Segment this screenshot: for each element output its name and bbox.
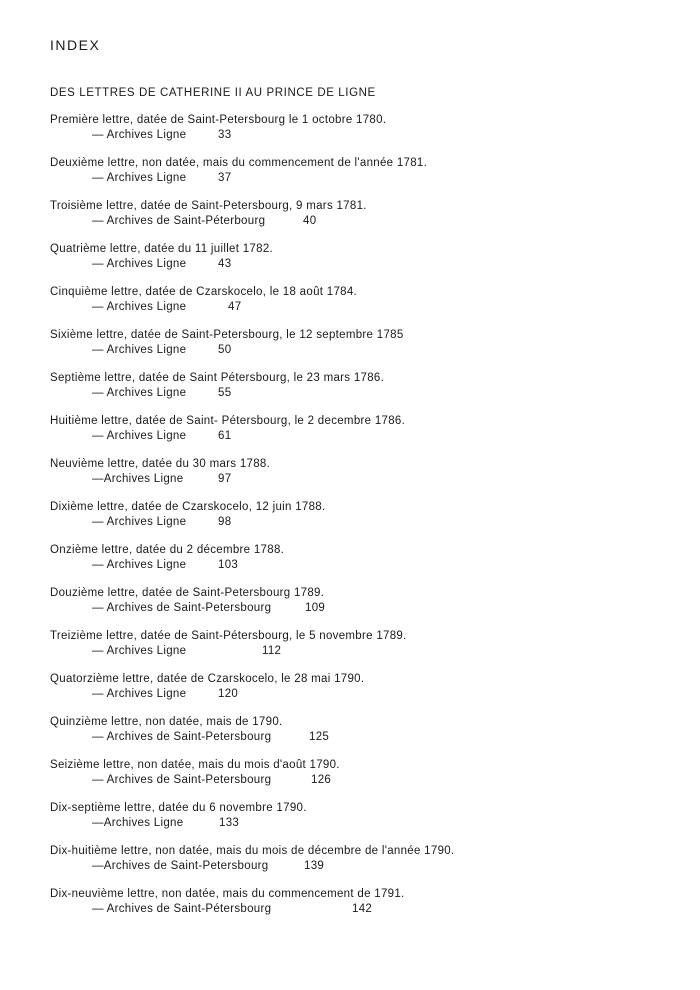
letter-source-line — [50, 644, 670, 659]
letter-source-line — [50, 730, 670, 745]
letter-entry — [50, 629, 670, 672]
letter-title: Sixième lettre, datée de Saint-Petersbourg, le 12 septembre 1785 — [50, 329, 404, 341]
letter-page-number: 40 — [303, 215, 317, 227]
letter-source-line — [50, 128, 670, 143]
letter-title: Dix-neuvième lettre, non datée, mais du commencement de 1791. — [50, 888, 405, 900]
letter-entry — [50, 242, 670, 285]
letter-page-number: 139 — [304, 860, 325, 872]
letter-title: Quatrième lettre, datée du 11 juillet 1782. — [50, 243, 274, 255]
letter-source-line — [50, 386, 670, 401]
letter-entry — [50, 672, 670, 715]
letter-entry — [50, 285, 670, 328]
index-page — [50, 36, 670, 930]
letter-source-line — [50, 300, 670, 315]
letter-page-number: 120 — [218, 688, 239, 700]
letter-title: Dix-huitième lettre, non datée, mais du mois de décembre de l'année 1790. — [50, 845, 455, 857]
letter-title: Treizième lettre, datée de Saint-Pétersbourg, le 5 novembre 1789. — [50, 630, 407, 642]
letter-source-line — [50, 902, 670, 917]
letter-title: Neuvième lettre, datée du 30 mars 1788. — [50, 458, 271, 470]
letter-source-line — [50, 472, 670, 487]
letter-source-line — [50, 171, 670, 186]
letter-page-number: 109 — [305, 602, 326, 614]
letter-source: — Archives Ligne — [92, 301, 187, 313]
letter-source-line — [50, 214, 670, 229]
letter-page-number: 43 — [218, 258, 232, 270]
letter-source: — Archives Ligne — [92, 129, 187, 141]
letter-source: — Archives de Saint-Péterbourg — [92, 215, 266, 227]
letter-title: Onzième lettre, datée du 2 décembre 1788. — [50, 544, 285, 556]
letter-entry — [50, 715, 670, 758]
letter-source: — Archives Ligne — [92, 172, 187, 184]
letter-title: Cinquième lettre, datée de Czarskocelo, le 18 août 1784. — [50, 286, 358, 298]
letter-entry — [50, 887, 670, 930]
letter-source: — Archives Ligne — [92, 430, 187, 442]
letter-entry — [50, 457, 670, 500]
letter-entry — [50, 371, 670, 414]
letter-page-number: 37 — [218, 172, 232, 184]
letter-entry — [50, 844, 670, 887]
letter-entry — [50, 758, 670, 801]
letter-source-line — [50, 773, 670, 788]
letter-title: Seizième lettre, non datée, mais du mois d'août 1790. — [50, 759, 340, 771]
letter-entry — [50, 543, 670, 586]
letter-source-line — [50, 859, 670, 874]
letter-entry — [50, 328, 670, 371]
letter-page-number: 126 — [311, 774, 332, 786]
letter-source-line — [50, 429, 670, 444]
letter-title: Deuxième lettre, non datée, mais du commencement de l'année 1781. — [50, 157, 428, 169]
letter-page-number: 55 — [218, 387, 232, 399]
letter-entry — [50, 156, 670, 199]
letter-source-line — [50, 687, 670, 702]
letter-page-number: 61 — [218, 430, 232, 442]
letter-source: — Archives Ligne — [92, 344, 187, 356]
letter-page-number: 125 — [309, 731, 330, 743]
letter-page-number: 112 — [262, 645, 282, 657]
letter-source-line — [50, 558, 670, 573]
letter-title: Quinzième lettre, non datée, mais de 1790. — [50, 716, 283, 728]
letter-source-line — [50, 601, 670, 616]
letter-source: — Archives Ligne — [92, 645, 187, 657]
letter-source-line — [50, 515, 670, 530]
letter-page-number: 47 — [228, 301, 242, 313]
letter-source-line — [50, 343, 670, 358]
letter-source-line — [50, 816, 670, 831]
letter-page-number: 142 — [352, 903, 373, 915]
letter-source: — Archives de Saint-Petersbourg — [92, 731, 272, 743]
letter-source: — Archives de Saint-Pétersbourg — [92, 903, 272, 915]
letter-title: Septième lettre, datée de Saint Pétersbourg, le 23 mars 1786. — [50, 372, 385, 384]
letter-source: —Archives Ligne — [92, 817, 184, 829]
letter-source: — Archives Ligne — [92, 559, 187, 571]
letter-title: Douzième lettre, datée de Saint-Petersbourg 1789. — [50, 587, 325, 599]
letter-entry — [50, 414, 670, 457]
letter-page-number: 103 — [218, 559, 239, 571]
letter-entry — [50, 199, 670, 242]
letter-title: Quatorzième lettre, datée de Czarskocelo, le 28 mai 1790. — [50, 673, 365, 685]
letter-title: Dixième lettre, datée de Czarskocelo, 12 juin 1788. — [50, 501, 326, 513]
letter-source: — Archives de Saint-Petersbourg — [92, 602, 272, 614]
letter-entry — [50, 586, 670, 629]
letter-page-number: 133 — [219, 817, 240, 829]
letter-source-line — [50, 257, 670, 272]
letter-page-number: 50 — [218, 344, 232, 356]
letter-source: — Archives Ligne — [92, 688, 187, 700]
letter-source: —Archives Ligne — [92, 473, 184, 485]
letter-title: Huitième lettre, datée de Saint- Pétersbourg, le 2 decembre 1786. — [50, 415, 406, 427]
letter-title: Dix-septième lettre, datée du 6 novembre 1790. — [50, 802, 307, 814]
letter-source: — Archives de Saint-Petersbourg — [92, 774, 272, 786]
letter-title: Première lettre, datée de Saint-Petersbourg le 1 octobre 1780. — [50, 114, 387, 126]
letter-entry — [50, 801, 670, 844]
index-heading: INDEX — [50, 37, 101, 53]
letter-source: — Archives Ligne — [92, 516, 187, 528]
index-subtitle: DES LETTRES DE CATHERINE II AU PRINCE DE LIGNE — [50, 87, 376, 99]
letter-page-number: 97 — [218, 473, 232, 485]
letter-page-number: 98 — [218, 516, 232, 528]
letter-list — [50, 113, 670, 930]
letter-source: — Archives Ligne — [92, 258, 187, 270]
letter-entry — [50, 113, 670, 156]
letter-page-number: 33 — [218, 129, 232, 141]
letter-source: —Archives de Saint-Petersbourg — [92, 860, 269, 872]
letter-title: Troisième lettre, datée de Saint-Petersbourg, 9 mars 1781. — [50, 200, 367, 212]
letter-source: — Archives Ligne — [92, 387, 187, 399]
letter-entry — [50, 500, 670, 543]
